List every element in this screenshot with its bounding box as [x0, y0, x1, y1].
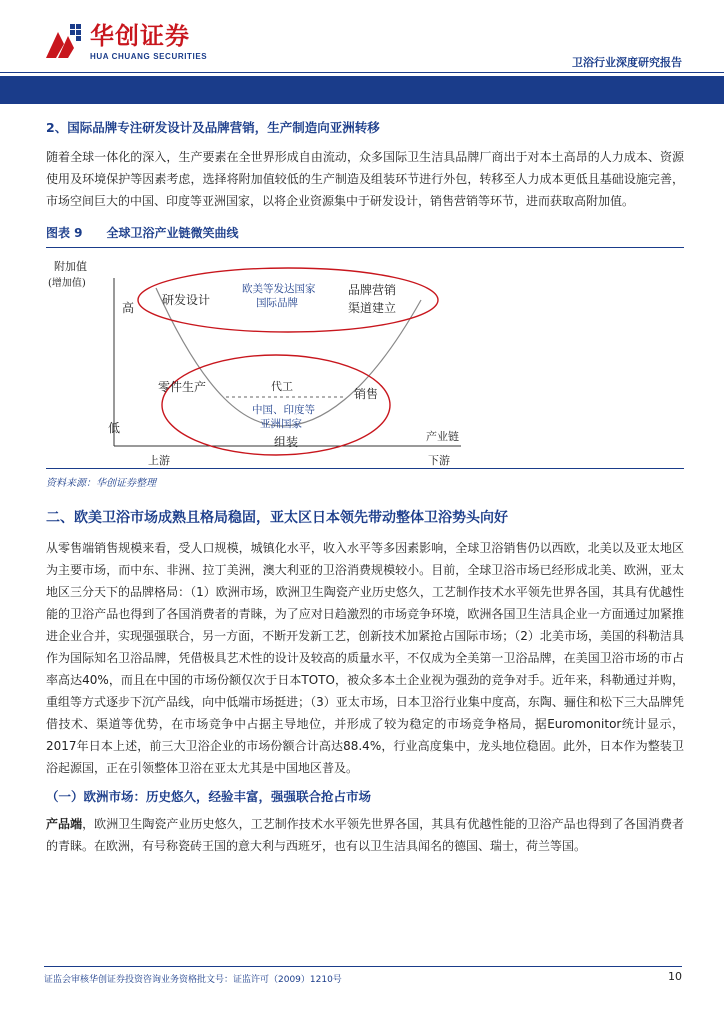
- subsection-paragraph: [46, 813, 684, 857]
- paragraph-body: ，欧洲卫生陶瓷产业历史悠久，工艺制作技术水平领先世界各国，其具有优越性能的卫浴产品也得到了各国消费者的青睐。在欧洲，有号称瓷砖王国的意大利与西班牙，也有以卫生洁具闻名的德国、瑞士，荷兰等国。: [46, 817, 684, 853]
- footer-divider: [44, 966, 682, 967]
- figure-source: 资料来源：华创证券整理: [46, 478, 156, 489]
- label-china-india: 中国、印度等: [252, 404, 315, 416]
- label-developed-countries: 欧美等发达国家: [242, 283, 316, 295]
- brand-name-en: HUA CHUANG SECURITIES: [90, 52, 208, 61]
- label-brand-marketing: 品牌营销: [348, 283, 397, 297]
- header-divider: [0, 72, 724, 73]
- x-downstream-label: 下游: [428, 454, 450, 467]
- label-channel-building: 渠道建立: [348, 301, 397, 315]
- label-asian-countries: 亚洲国家: [260, 418, 302, 430]
- y-axis-label: 附加值: [54, 260, 87, 273]
- section-paragraph: 随着全球一体化的深入，生产要素在全世界形成自由流动，众多国际卫生洁具品牌厂商出于对本土高昂的人力成本、资源使用及环境保护等因素考虑，选择将附加值较低的生产制造及组装环节进行外包，转移至人力成本更低且基础设施完善，市场空间巨大的中国、印度等亚洲国家，以将企业资源集中于研发设计，销售营销等环节，进而获取高附加值。: [46, 150, 684, 208]
- y-axis-sublabel: (增加值): [48, 278, 86, 289]
- label-assembly: 组装: [274, 435, 299, 449]
- label-sales: 销售: [354, 387, 379, 401]
- figure-label: 图表 9: [46, 226, 83, 240]
- smile-curve-diagram: [46, 248, 684, 468]
- label-rd-design: 研发设计: [162, 293, 211, 307]
- brand-name: 华创证券: [90, 22, 190, 50]
- header-band: [0, 76, 724, 104]
- label-parts-production: 零件生产: [158, 380, 207, 394]
- label-oem: 代工: [271, 380, 293, 393]
- smile-curve-figure: [46, 247, 684, 469]
- section-paragraph: 从零售端销售规模来看，受人口规模，城镇化水平，收入水平等多因素影响，全球卫浴销售仍以西欧，北美以及亚太地区为主要市场，而中东、非洲、拉丁美洲，澳大利亚的卫浴消费规模较小。目前，全球卫浴市场已经形成北美、欧洲，亚太地区三分天下的品牌格局：（1）欧洲市场，欧洲卫生陶瓷产业历史悠久，工艺制作技术水平领先世界各国，其具有优越性能的卫浴产品也得到了各国消费者的青睐，为了应对日趋激烈的市场竞争环境，欧洲各国卫生洁具企业一方面通过加紧推进企业合并，实现强强联合，另一方面，不断开发新工艺，创新技术加紧抢占国际市场；（2）北美市场，美国的科勒洁具作为国际知名卫浴品牌，凭借极具艺术性的设计及较高的质量水平，不仅成为全美第一卫浴品牌，在美国卫浴市场的市占率高达40%，而且在中国的市场份额仅次于日本TOTO，被众多本土企业视为强劲的竞争对手。近年来，科勒通过并购，重组等方式逐步下沉产品线，向中低端市场挺进；（3）亚太市场，日本卫浴行业集中度高，东陶、骊住和松下三大品牌凭借技术、渠道等优势，在市场竞争中占据主导地位，并形成了较为稳定的市场竞争格局，据Euromonitor统计显示，2017年日本上述，前三大卫浴企业的市场份额合计高达88.4%，行业高度集中，龙头地位稳固。此外，日本作为整装卫浴起源国，正在引领整体卫浴在亚太尤其是中国地区普及。: [46, 541, 684, 775]
- section-heading: 二、欧美卫浴市场成熟且格局稳固，亚太区日本领先带动整体卫浴势头向好: [46, 510, 508, 526]
- figure-caption: 全球卫浴产业链微笑曲线: [106, 226, 239, 240]
- page-content: [46, 112, 684, 857]
- page-number: 10: [668, 970, 682, 983]
- section-subtitle: 2、国际品牌专注研发设计及品牌营销，生产制造向亚洲转移: [46, 120, 380, 135]
- y-high-label: 高: [122, 301, 135, 315]
- x-axis-label: 产业链: [426, 430, 459, 443]
- paragraph-lead: 产品端: [46, 817, 83, 831]
- subsection-heading: （一）欧洲市场：历史悠久，经验丰富，强强联合抢占市场: [46, 789, 372, 804]
- footer-license: 证监会审核华创证券投资咨询业务资格批文号：证监许可（2009）1210号: [44, 975, 342, 985]
- y-low-label: 低: [108, 421, 121, 435]
- figure-title: [46, 224, 684, 243]
- x-upstream-label: 上游: [148, 454, 170, 467]
- report-type: 卫浴行业深度研究报告: [572, 56, 682, 69]
- brand-logo-icon: [44, 22, 84, 60]
- label-intl-brands: 国际品牌: [256, 297, 298, 309]
